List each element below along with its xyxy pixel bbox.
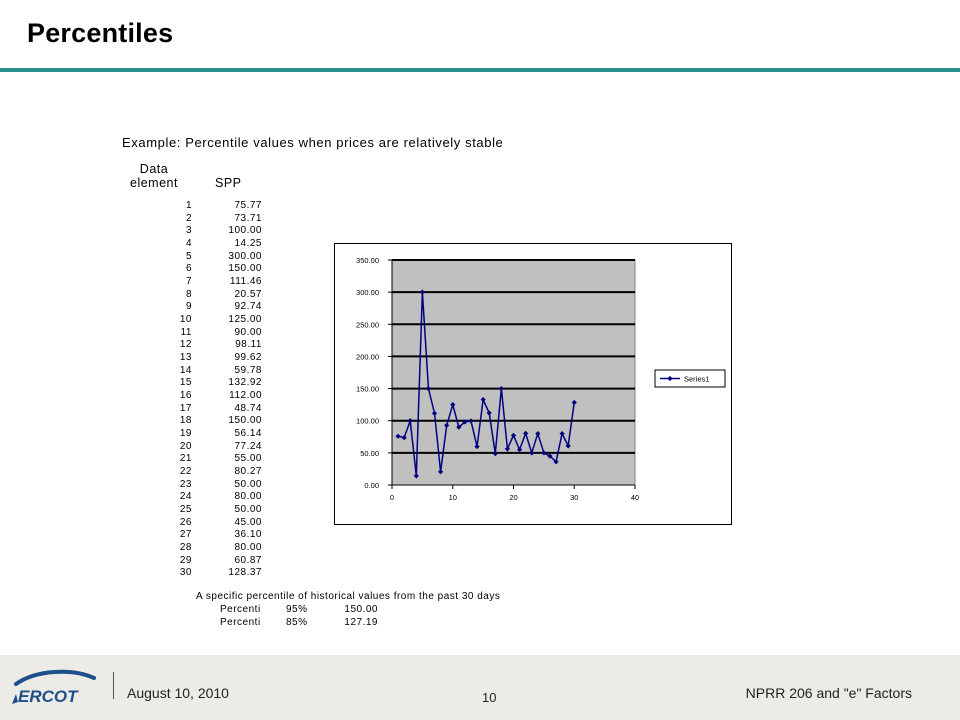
row-index: 8 (185, 288, 192, 300)
row-index: 21 (179, 453, 192, 465)
row-value: 80.00 (234, 491, 262, 503)
row-value: 132.92 (228, 377, 262, 389)
row-value: 125.00 (228, 314, 262, 326)
percentile-caption: A specific percentile of historical values from the past 30 days (196, 591, 501, 602)
row-index: 14 (179, 364, 192, 376)
row-index: 10 (179, 314, 192, 326)
row-index: 26 (179, 516, 192, 528)
row-index: 5 (185, 250, 192, 262)
row-value: 56.14 (234, 428, 262, 440)
chart-canvas (335, 244, 731, 524)
row-index: 4 (185, 238, 192, 249)
row-value: 150.00 (228, 415, 262, 427)
row-index: 19 (179, 428, 192, 440)
row-value: 100.00 (228, 225, 262, 237)
row-value: 128.37 (228, 567, 262, 579)
y-tick-label: 50.00 (360, 448, 379, 458)
column-header-spp: SPP (215, 176, 242, 190)
row-value: 60.87 (234, 554, 262, 566)
row-value: 98.11 (235, 339, 262, 351)
ercot-logo (8, 664, 108, 712)
row-value: 20.57 (234, 288, 262, 300)
row-value: 150.00 (228, 263, 262, 275)
slide-title: Percentiles (27, 18, 174, 48)
row-index: 16 (179, 390, 192, 402)
footer-bar (0, 655, 960, 720)
row-index: 23 (179, 478, 192, 490)
row-value: 48.74 (234, 402, 262, 414)
row-value: 50.00 (234, 504, 262, 516)
logo-text: ERCOT (18, 687, 78, 706)
row-value: 77.24 (234, 440, 262, 452)
percentile-level: 85% (286, 617, 308, 628)
y-tick-label: 200.00 (356, 352, 379, 362)
row-index: 7 (185, 276, 192, 288)
percentile-value: 150.00 (344, 604, 378, 615)
row-index: 25 (179, 504, 192, 516)
y-tick-label: 350.00 (356, 256, 379, 265)
row-index: 1 (185, 200, 192, 211)
row-value: 92.74 (234, 301, 262, 313)
row-index: 28 (179, 542, 192, 554)
row-index: 29 (179, 554, 192, 566)
row-value: 75.77 (234, 200, 262, 211)
y-tick-label: 150.00 (356, 384, 379, 394)
row-value: 111.46 (229, 276, 262, 288)
row-index: 20 (179, 440, 192, 452)
line-chart (334, 243, 732, 525)
example-heading: Example: Percentile values when prices are relatively stable (122, 135, 504, 150)
row-index: 9 (185, 301, 192, 313)
percentile-label: Percenti (220, 604, 261, 615)
legend-label: Series1 (684, 374, 710, 384)
x-tick-label: 30 (570, 493, 579, 502)
percentile-label: Percenti (220, 617, 261, 628)
title-divider (0, 68, 960, 72)
row-value: 55.00 (234, 453, 262, 465)
y-tick-label: 300.00 (356, 288, 379, 298)
row-index: 22 (179, 466, 192, 478)
row-value: 73.71 (234, 212, 262, 224)
row-index: 13 (179, 352, 192, 364)
percentile-value: 127.19 (344, 617, 378, 628)
row-index: 24 (179, 491, 192, 503)
footer-presentation-title: NPRR 206 and "e" Factors (745, 685, 912, 701)
row-value: 300.00 (228, 250, 262, 262)
row-value: 36.10 (234, 529, 262, 541)
row-index: 2 (185, 212, 192, 224)
row-index: 3 (185, 225, 192, 237)
row-value: 80.27 (234, 466, 262, 478)
plot-area (392, 260, 635, 485)
row-index: 18 (179, 415, 192, 427)
y-tick-label: 100.00 (356, 416, 379, 426)
footer-divider (113, 672, 114, 699)
row-value: 112.00 (229, 390, 262, 402)
row-value: 80.00 (234, 542, 262, 554)
row-value: 90.00 (234, 326, 262, 338)
row-value: 14.25 (234, 238, 262, 249)
percentile-level: 95% (286, 604, 308, 615)
page-number: 10 (482, 690, 497, 705)
row-index: 27 (179, 529, 192, 541)
row-value: 59.78 (234, 364, 262, 376)
row-index: 17 (179, 402, 192, 414)
row-index: 6 (185, 263, 192, 275)
x-tick-label: 0 (389, 493, 395, 502)
row-index: 30 (179, 567, 192, 579)
column-header-data-element: Data element (130, 162, 178, 190)
row-index: 15 (179, 377, 192, 389)
x-tick-label: 40 (630, 493, 640, 502)
y-tick-label: 250.00 (356, 320, 379, 330)
footer-date: August 10, 2010 (127, 685, 229, 701)
x-tick-label: 20 (509, 493, 518, 502)
row-index: 11 (180, 326, 192, 338)
row-value: 99.62 (234, 352, 262, 364)
row-value: 45.00 (234, 516, 262, 528)
row-index: 12 (179, 339, 192, 351)
row-value: 50.00 (234, 478, 262, 490)
x-tick-label: 10 (448, 493, 457, 502)
y-tick-label: 0.00 (364, 481, 379, 490)
